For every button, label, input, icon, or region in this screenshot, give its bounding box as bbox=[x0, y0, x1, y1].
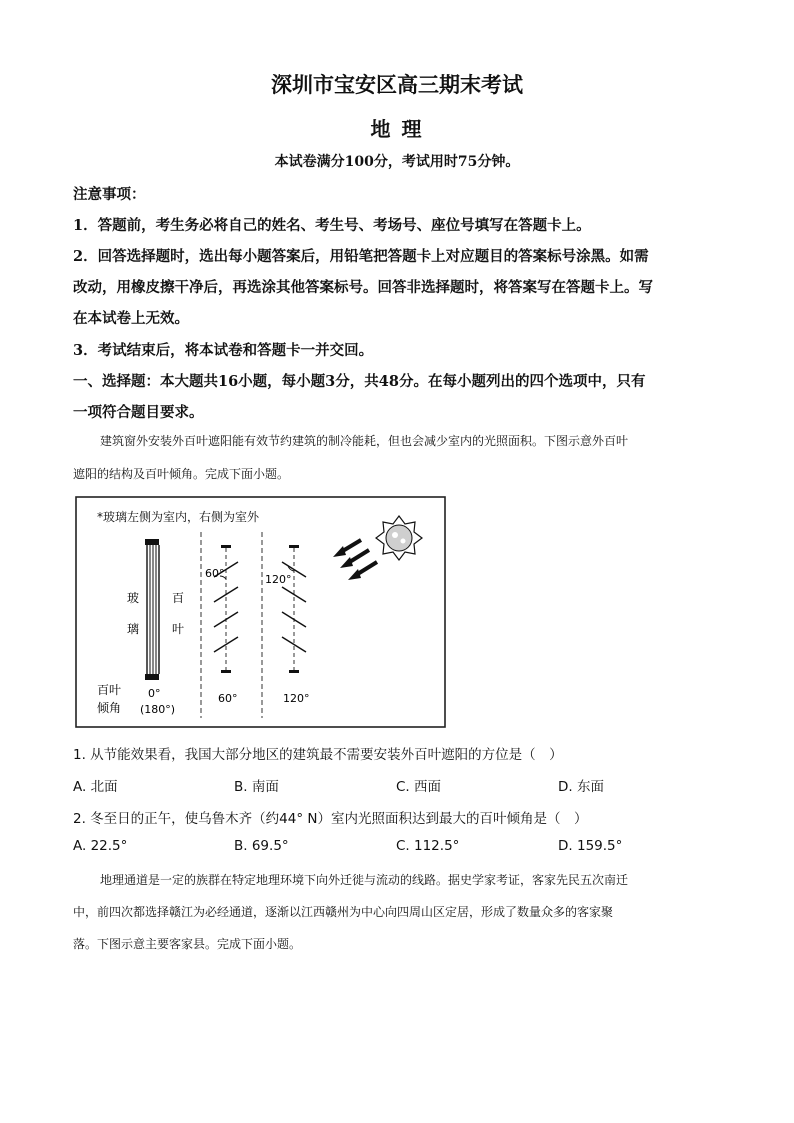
angle-60-top: 60° bbox=[205, 567, 225, 580]
angle-label-line-1: 百叶 bbox=[97, 683, 122, 697]
question-1-stem: 1. 从节能效果看，我国大部分地区的建筑最不需要安装外百叶遮阳的方位是（ ） bbox=[73, 747, 563, 763]
passage2-line-3: 落。下图示意主要客家县。完成下面小题。 bbox=[73, 937, 302, 951]
note-line-3: 改动，用橡皮擦干净后，再选涂其他答案标号。回答非选择题时，将答案写在答题卡上。写 bbox=[73, 279, 653, 296]
question-2-option-a: A. 22.5° bbox=[73, 838, 128, 854]
note-line-1: 1．答题前，考生务必将自己的姓名、考生号、考场号、座位号填写在答题卡上。 bbox=[73, 217, 591, 234]
glass-panel bbox=[145, 539, 159, 680]
question-1-option-b: B. 南面 bbox=[234, 779, 279, 795]
angle-0-label: 0° bbox=[148, 687, 161, 700]
question-1-option-d: D. 东面 bbox=[558, 779, 604, 795]
louver-120 bbox=[282, 545, 306, 673]
passage2-line-2: 中，前四次都选择赣江为必经通道，逐渐以江西赣州为中心向四周山区定居，形成了数量众多的客家聚 bbox=[73, 905, 614, 919]
figure-note: *玻璃左侧为室内，右侧为室外 bbox=[97, 510, 260, 524]
question-2-option-d: D. 159.5° bbox=[558, 838, 623, 854]
sun-icon bbox=[376, 516, 422, 560]
note-line-2: 2．回答选择题时，选出每小题答案后，用铅笔把答题卡上对应题目的答案标号涂黑。如需 bbox=[73, 248, 649, 265]
notes-heading: 注意事项： bbox=[73, 186, 146, 203]
passage1-line-2: 遮阳的结构及百叶倾角。完成下面小题。 bbox=[73, 467, 290, 481]
angle-120-bottom: 120° bbox=[283, 692, 310, 705]
angle-label-line-2: 倾角 bbox=[97, 701, 122, 715]
angle-120-top: 120° bbox=[265, 573, 292, 586]
question-1-option-c: C. 西面 bbox=[396, 779, 442, 795]
section-heading-line-1: 一、选择题：本大题共16小题，每小题3分，共48分。在每小题列出的四个选项中，只有 bbox=[73, 373, 646, 390]
page-title: 深圳市宝安区高三期末考试 bbox=[271, 72, 523, 97]
louver-figure bbox=[75, 496, 446, 728]
sunlight-arrows bbox=[341, 540, 377, 575]
question-2-option-b: B. 69.5° bbox=[234, 838, 289, 854]
question-1-option-a: A. 北面 bbox=[73, 779, 118, 795]
sunlight-arrowheads bbox=[333, 546, 361, 580]
section-heading-line-2: 一项符合题目要求。 bbox=[73, 404, 204, 421]
passage1-line-1: 建筑窗外安装外百叶遮阳能有效节约建筑的制冷能耗，但也会减少室内的光照面积。下图示意外百叶 bbox=[100, 434, 629, 448]
question-2-stem: 2. 冬至日的正午，使乌鲁木齐（约44° N）室内光照面积达到最大的百叶倾角是（ ） bbox=[73, 811, 588, 827]
subject-title: 地 理 bbox=[370, 117, 424, 141]
glass-char-2: 璃 bbox=[127, 622, 140, 636]
blind-char-2: 叶 bbox=[172, 622, 185, 636]
question-2-option-c: C. 112.5° bbox=[396, 838, 460, 854]
angle-0-alt-label: (180°) bbox=[140, 703, 176, 716]
passage2-line-1: 地理通道是一定的族群在特定地理环境下向外迁徙与流动的线路。据史学家考证，客家先民五次南迁 bbox=[100, 873, 629, 887]
glass-char-1: 玻 bbox=[127, 591, 140, 605]
exam-meta: 本试卷满分100分，考试用时75分钟。 bbox=[274, 154, 520, 170]
note-line-4: 在本试卷上无效。 bbox=[73, 310, 189, 327]
blind-char-1: 百 bbox=[172, 591, 185, 605]
note-line-5: 3．考试结束后，将本试卷和答题卡一并交回。 bbox=[73, 342, 374, 359]
louver-60 bbox=[214, 545, 238, 673]
angle-60-bottom: 60° bbox=[218, 692, 238, 705]
